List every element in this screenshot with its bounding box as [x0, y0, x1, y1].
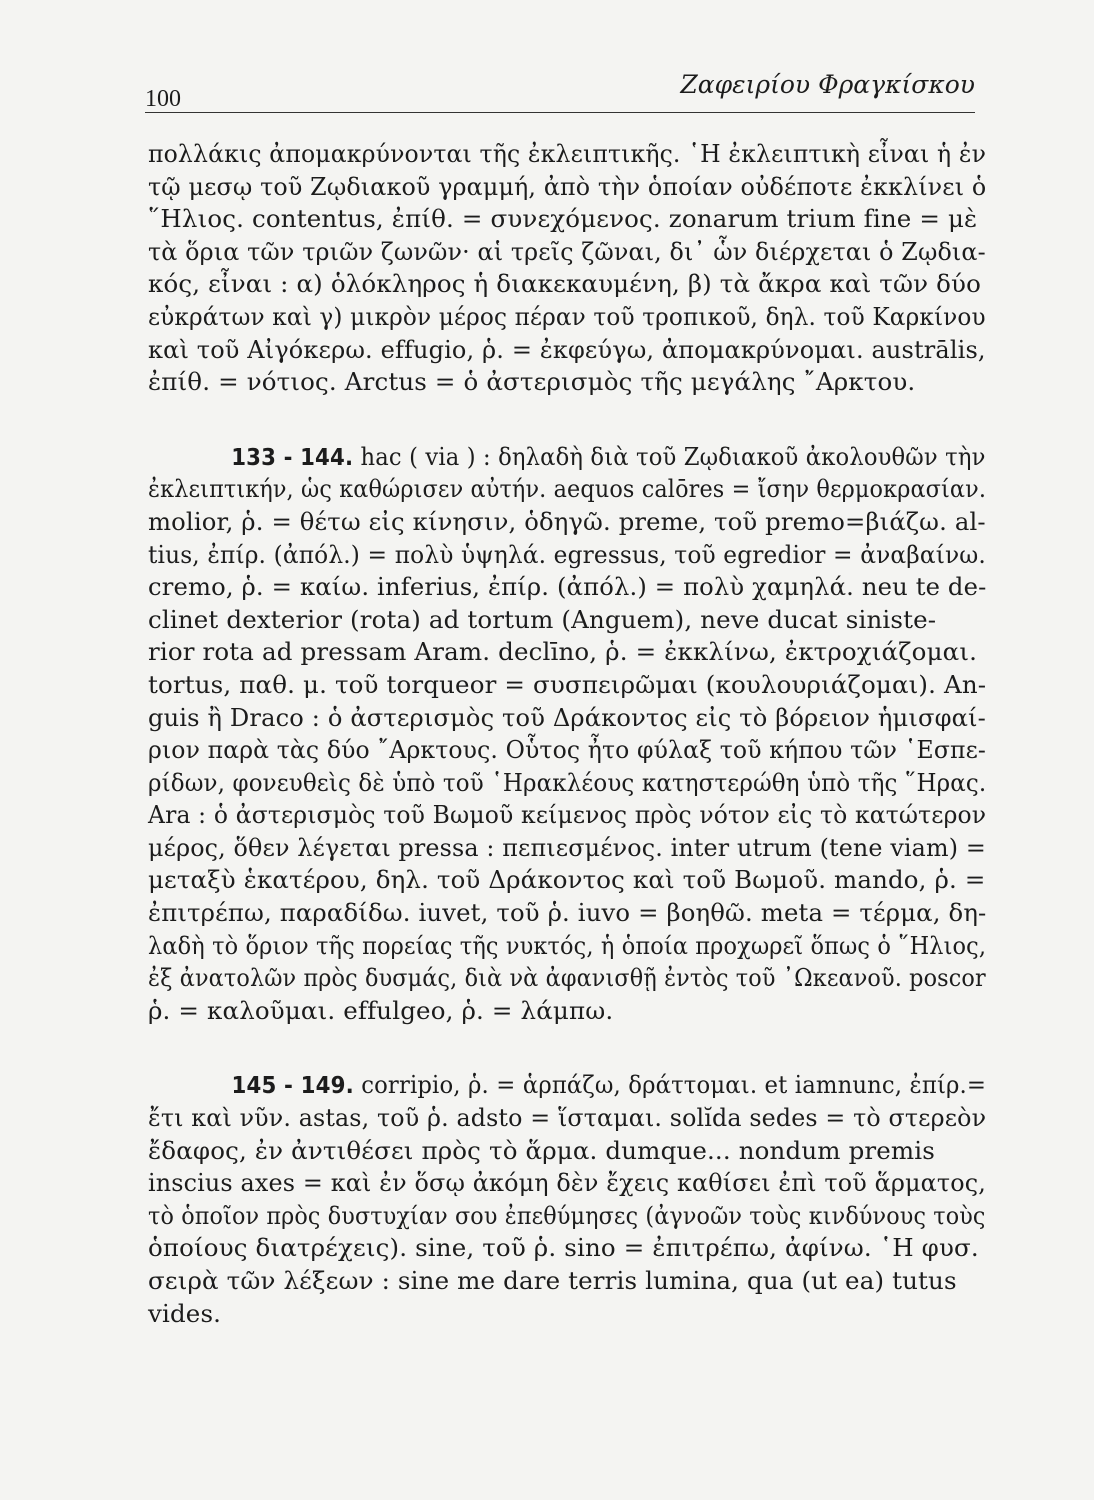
text-line: ριον παρὰ τὰς δύο ῎Αρκτους. Οὗτος ἦτο φύλαξ τοῦ κήπου τῶν ῾Εσπε-	[148, 735, 986, 765]
header-rule	[145, 112, 975, 113]
paragraph-gap	[148, 1027, 986, 1069]
text-line: ἔδαφος, ἐν ἀντιθέσει πρὸς τὸ ἅρμα. dumque... nondum premis	[148, 1135, 936, 1165]
text-line: σειρὰ τῶν λέξεων : sine me dare terris lumina, qua (ut ea) tutus	[148, 1266, 957, 1295]
section-number: 133 - 144.	[231, 444, 354, 471]
section-first-line	[148, 1069, 987, 1102]
text-line: ἔτι καὶ νῦν. astas, τοῦ ῥ. adsto = ἵσταμαι. solĭda sedes = τὸ στερεὸν	[148, 1103, 987, 1133]
text-line: τὰ ὅρια τῶν τριῶν ζωνῶν· αἱ τρεῖς ζῶναι, δι᾽ ὧν διέρχεται ὁ Ζῳδια-	[148, 236, 986, 266]
text-line: clinet dexterior (rota) ad tortum (Anguem), neve ducat siniste-	[148, 604, 937, 634]
page-header	[145, 68, 975, 120]
text-line: πολλάκις ἀπομακρύνονται τῆς ἐκλειπτικῆς. ῾Η ἐκλειπτικὴ εἶναι ἡ ἐν	[148, 139, 987, 168]
text-line: guis ἢ Draco : ὁ ἀστερισμὸς τοῦ Δράκοντος εἰς τὸ βόρειον ἡμισφαί-	[148, 702, 986, 732]
paragraph-gap	[148, 399, 986, 441]
text-line: molior, ῥ. = θέτω εἰς κίνησιν, ὁδηγῶ. preme, τοῦ premo=βιάζω. al-	[148, 506, 986, 536]
text-line: ἐκλειπτικήν, ὡς καθώρισεν αὐτήν. aequos calōres = ἴσην θερμοκρασίαν.	[148, 474, 987, 504]
text-line: ἐπιτρέπω, παραδίδω. iuvet, τοῦ ῥ. iuvo = βοηθῶ. meta = τέρμα, δη-	[148, 898, 987, 928]
text-line: ῞Ηλιος. contentus, ἐπίθ. = συνεχόμενος. zonarum trium fine = μὲ	[148, 204, 978, 234]
text-line: ῥ. = καλοῦμαι. effulgeo, ῥ. = λάμπω.	[148, 995, 614, 1025]
text-line: ἐξ ἀνατολῶν πρὸς δυσμάς, διὰ νὰ ἀφανισθῇ ἐντὸς τοῦ ᾿Ωκεανοῦ. poscor	[148, 963, 986, 993]
text-line: vides.	[148, 1298, 222, 1328]
body-text	[148, 138, 986, 1330]
text-line: κός, εἶναι : α) ὁλόκληρος ἡ διακεκαυμένη, β) τὰ ἄκρα καὶ τῶν δύο	[148, 269, 981, 299]
text-line: μέρος, ὅθεν λέγεται pressa : πεπιεσμένος. inter utrum (tene viam) =	[148, 832, 986, 862]
text-line: ρίδων, φονευθεὶς δὲ ὑπὸ τοῦ ῾Ηρακλέους κατηστερώθη ὑπὸ τῆς ῞Ηρας.	[148, 767, 987, 797]
text-line: εὐκράτων καὶ γ) μικρὸν μέρος πέραν τοῦ τροπικοῦ, δηλ. τοῦ Καρκίνου	[148, 301, 986, 331]
page-number: 100	[145, 86, 181, 112]
text-line: corripio, ῥ. = ἁρπάζω, δράττομαι. et iamnunc, ἐπίρ.=	[361, 1070, 987, 1100]
text-line: καὶ τοῦ Αἰγόκερω. effugio, ῥ. = ἐκφεύγω, ἀπομακρύνομαι. austrālis,	[148, 334, 986, 364]
text-line: ὁποίους διατρέχεις). sine, τοῦ ῥ. sino = ἐπιτρέπω, ἀφίνω. ῾Η φυσ.	[148, 1233, 979, 1263]
text-line: τὸ ὁποῖον πρὸς δυστυχίαν σου ἐπεθύμησες (ἀγνοῶν τοὺς κινδύνους τοὺς	[148, 1200, 986, 1230]
text-line: tortus, παθ. μ. τοῦ torqueor = συσπειρῶμαι (κουλουριάζομαι). An-	[148, 669, 987, 699]
section-number: 145 - 149.	[231, 1073, 354, 1100]
text-line: τῷ μεσῳ τοῦ Ζῳδιακοῦ γραμμή, ἀπὸ τὴν ὁποίαν οὐδέποτε ἐκκλίνει ὁ	[148, 171, 987, 201]
text-line: hac ( via ) : δηλαδὴ διὰ τοῦ Ζῳδιακοῦ ἀκολουθῶν τὴν	[360, 441, 986, 471]
text-line: μεταξὺ ἑκατέρου, δηλ. τοῦ Δράκοντος καὶ τοῦ Βωμοῦ. mando, ῥ. =	[148, 865, 986, 895]
text-line: inscius axes = καὶ ἐν ὅσῳ ἀκόμη δὲν ἔχεις καθίσει ἐπὶ τοῦ ἅρματος,	[148, 1168, 986, 1198]
running-head: Ζαφειρίου Φραγκίσκου	[680, 70, 975, 99]
text-line: ἐπίθ. = νότιος. Arctus = ὁ ἀστερισμὸς τῆς μεγάλης ῎Αρκτου.	[148, 367, 916, 397]
text-line: λαδὴ τὸ ὅριον τῆς πορείας τῆς νυκτός, ἡ ὁποία προχωρεῖ ὅπως ὁ ῞Ηλιος,	[148, 930, 987, 960]
text-line: rior rota ad pressam Aram. declīno, ῥ. = ἐκκλίνω, ἐκτροχιάζομαι.	[148, 637, 978, 667]
text-line: cremo, ῥ. = καίω. inferius, ἐπίρ. (ἀπόλ.) = πολὺ χαμηλά. neu te de-	[148, 572, 987, 602]
text-line: Ara : ὁ ἀστερισμὸς τοῦ Βωμοῦ κείμενος πρὸς νότον εἰς τὸ κατώτερον	[148, 800, 987, 830]
text-line: tius, ἐπίρ. (ἀπόλ.) = πολὺ ὑψηλά. egressus, τοῦ egredior = ἀναβαίνω.	[148, 539, 986, 569]
section-first-line	[148, 441, 986, 474]
